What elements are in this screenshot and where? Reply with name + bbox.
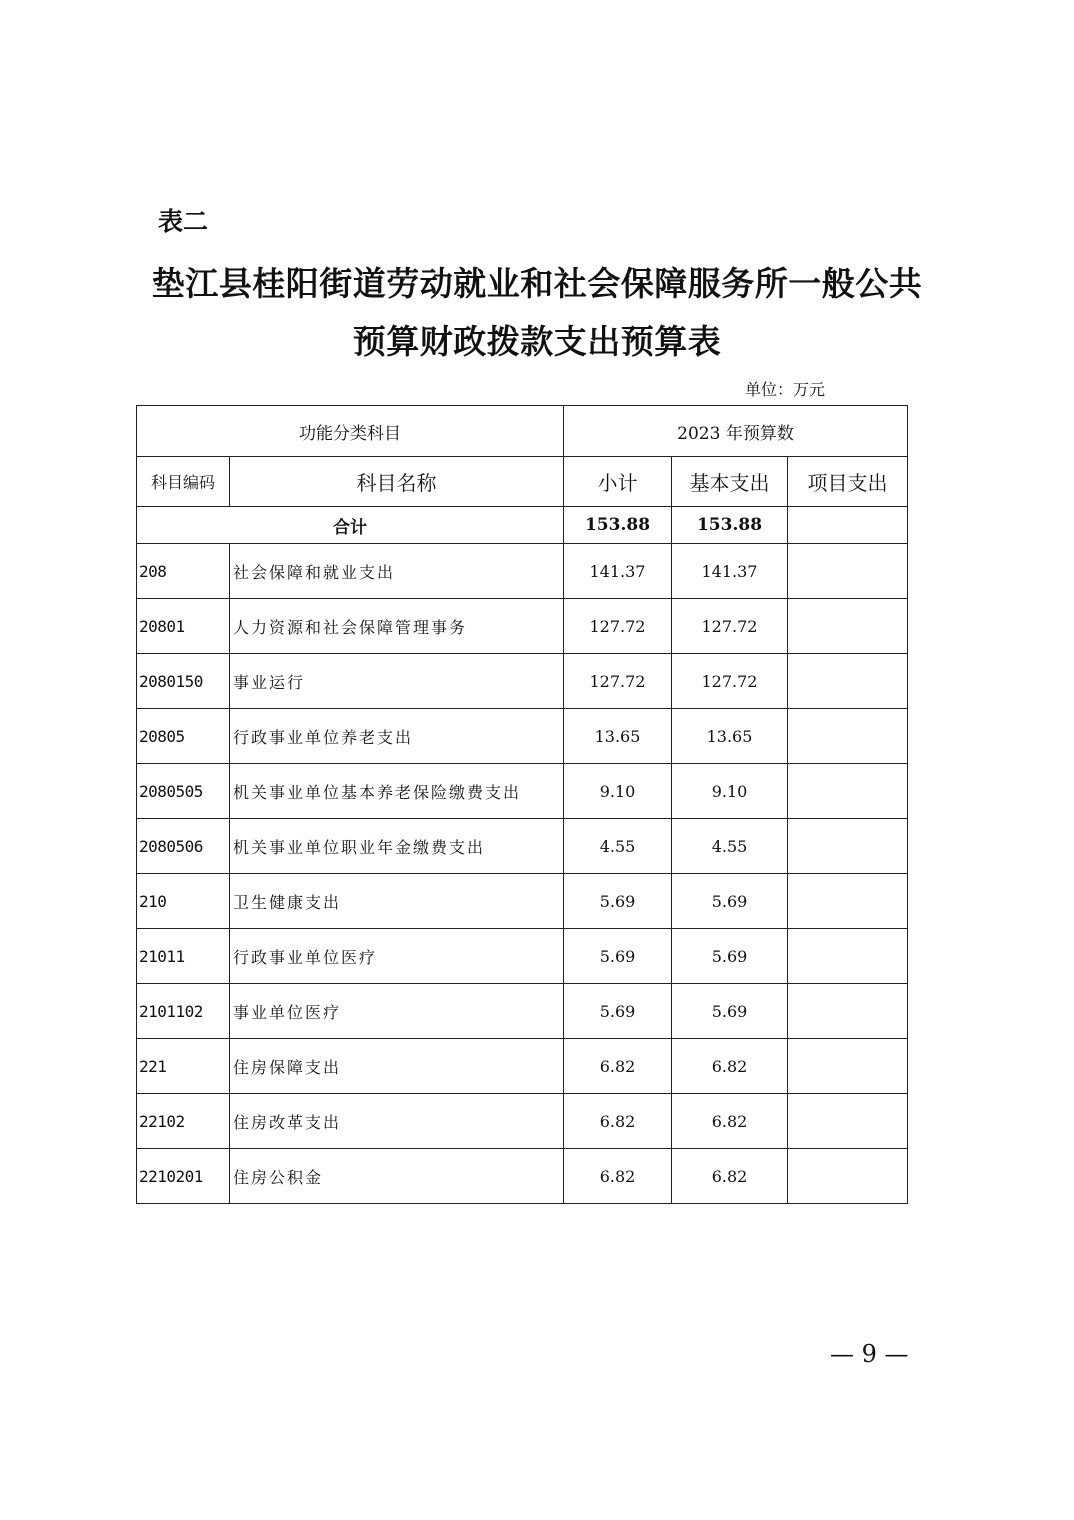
row-project [788,764,908,819]
header-name: 科目名称 [230,457,564,507]
total-project [788,507,908,544]
row-subtotal: 5.69 [564,984,672,1039]
document-title-line2: 预算财政拨款支出预算表 [352,322,722,361]
table-row [137,874,908,929]
total-label: 合计 [137,507,564,544]
row-subtotal: 6.82 [564,1039,672,1094]
row-subtotal: 141.37 [564,544,672,599]
row-name: 社会保障和就业支出 [230,544,564,599]
header-code: 科目编码 [137,457,230,507]
table-row [137,764,908,819]
row-subtotal: 6.82 [564,1094,672,1149]
row-basic: 6.82 [672,1149,788,1204]
row-code: 2210201 [137,1149,230,1204]
row-code: 2080150 [137,654,230,709]
total-basic: 153.88 [672,507,788,544]
row-subtotal: 9.10 [564,764,672,819]
table-row [137,929,908,984]
row-basic: 127.72 [672,654,788,709]
row-project [788,984,908,1039]
row-code: 21011 [137,929,230,984]
header-row-2 [137,457,908,507]
unit-label: 单位：万元 [745,380,826,399]
row-name: 住房保障支出 [230,1039,564,1094]
header-budget-year: 2023 年预算数 [564,406,908,457]
row-subtotal: 13.65 [564,709,672,764]
table-row [137,984,908,1039]
row-name: 事业单位医疗 [230,984,564,1039]
header-project: 项目支出 [788,457,908,507]
header-row-1 [137,406,908,457]
table-row [137,599,908,654]
row-project [788,929,908,984]
row-project [788,1149,908,1204]
row-basic: 5.69 [672,874,788,929]
row-code: 210 [137,874,230,929]
table-row [137,1039,908,1094]
table-row [137,544,908,599]
row-name: 机关事业单位职业年金缴费支出 [230,819,564,874]
row-subtotal: 5.69 [564,929,672,984]
document-title-line1: 垫江县桂阳街道劳动就业和社会保障服务所一般公共 [151,264,923,303]
page-number: — 9 — [830,1340,909,1368]
row-code: 22102 [137,1094,230,1149]
row-code: 20801 [137,599,230,654]
row-project [788,709,908,764]
row-code: 221 [137,1039,230,1094]
row-subtotal: 6.82 [564,1149,672,1204]
row-subtotal: 4.55 [564,819,672,874]
row-project [788,819,908,874]
table-row [137,709,908,764]
table-row [137,819,908,874]
row-code: 2080505 [137,764,230,819]
row-code: 2101102 [137,984,230,1039]
row-basic: 127.72 [672,599,788,654]
row-subtotal: 127.72 [564,599,672,654]
row-project [788,544,908,599]
row-code: 20805 [137,709,230,764]
header-basic: 基本支出 [672,457,788,507]
total-subtotal: 153.88 [564,507,672,544]
row-name: 卫生健康支出 [230,874,564,929]
row-name: 住房公积金 [230,1149,564,1204]
row-name: 行政事业单位养老支出 [230,709,564,764]
table-row [137,654,908,709]
row-name: 机关事业单位基本养老保险缴费支出 [230,764,564,819]
row-name: 人力资源和社会保障管理事务 [230,599,564,654]
row-project [788,599,908,654]
table-row [137,1149,908,1204]
row-basic: 6.82 [672,1094,788,1149]
row-name: 行政事业单位医疗 [230,929,564,984]
header-function-category: 功能分类科目 [137,406,564,457]
row-code: 2080506 [137,819,230,874]
row-project [788,1039,908,1094]
row-project [788,874,908,929]
row-basic: 5.69 [672,984,788,1039]
row-project [788,654,908,709]
row-basic: 141.37 [672,544,788,599]
row-name: 事业运行 [230,654,564,709]
row-basic: 13.65 [672,709,788,764]
row-basic: 4.55 [672,819,788,874]
row-subtotal: 5.69 [564,874,672,929]
total-row [137,507,908,544]
table-row [137,1094,908,1149]
row-code: 208 [137,544,230,599]
table-label: 表二 [158,207,209,236]
row-basic: 6.82 [672,1039,788,1094]
header-subtotal: 小计 [564,457,672,507]
row-basic: 5.69 [672,929,788,984]
row-project [788,1094,908,1149]
budget-table [136,405,908,1204]
row-subtotal: 127.72 [564,654,672,709]
row-name: 住房改革支出 [230,1094,564,1149]
row-basic: 9.10 [672,764,788,819]
